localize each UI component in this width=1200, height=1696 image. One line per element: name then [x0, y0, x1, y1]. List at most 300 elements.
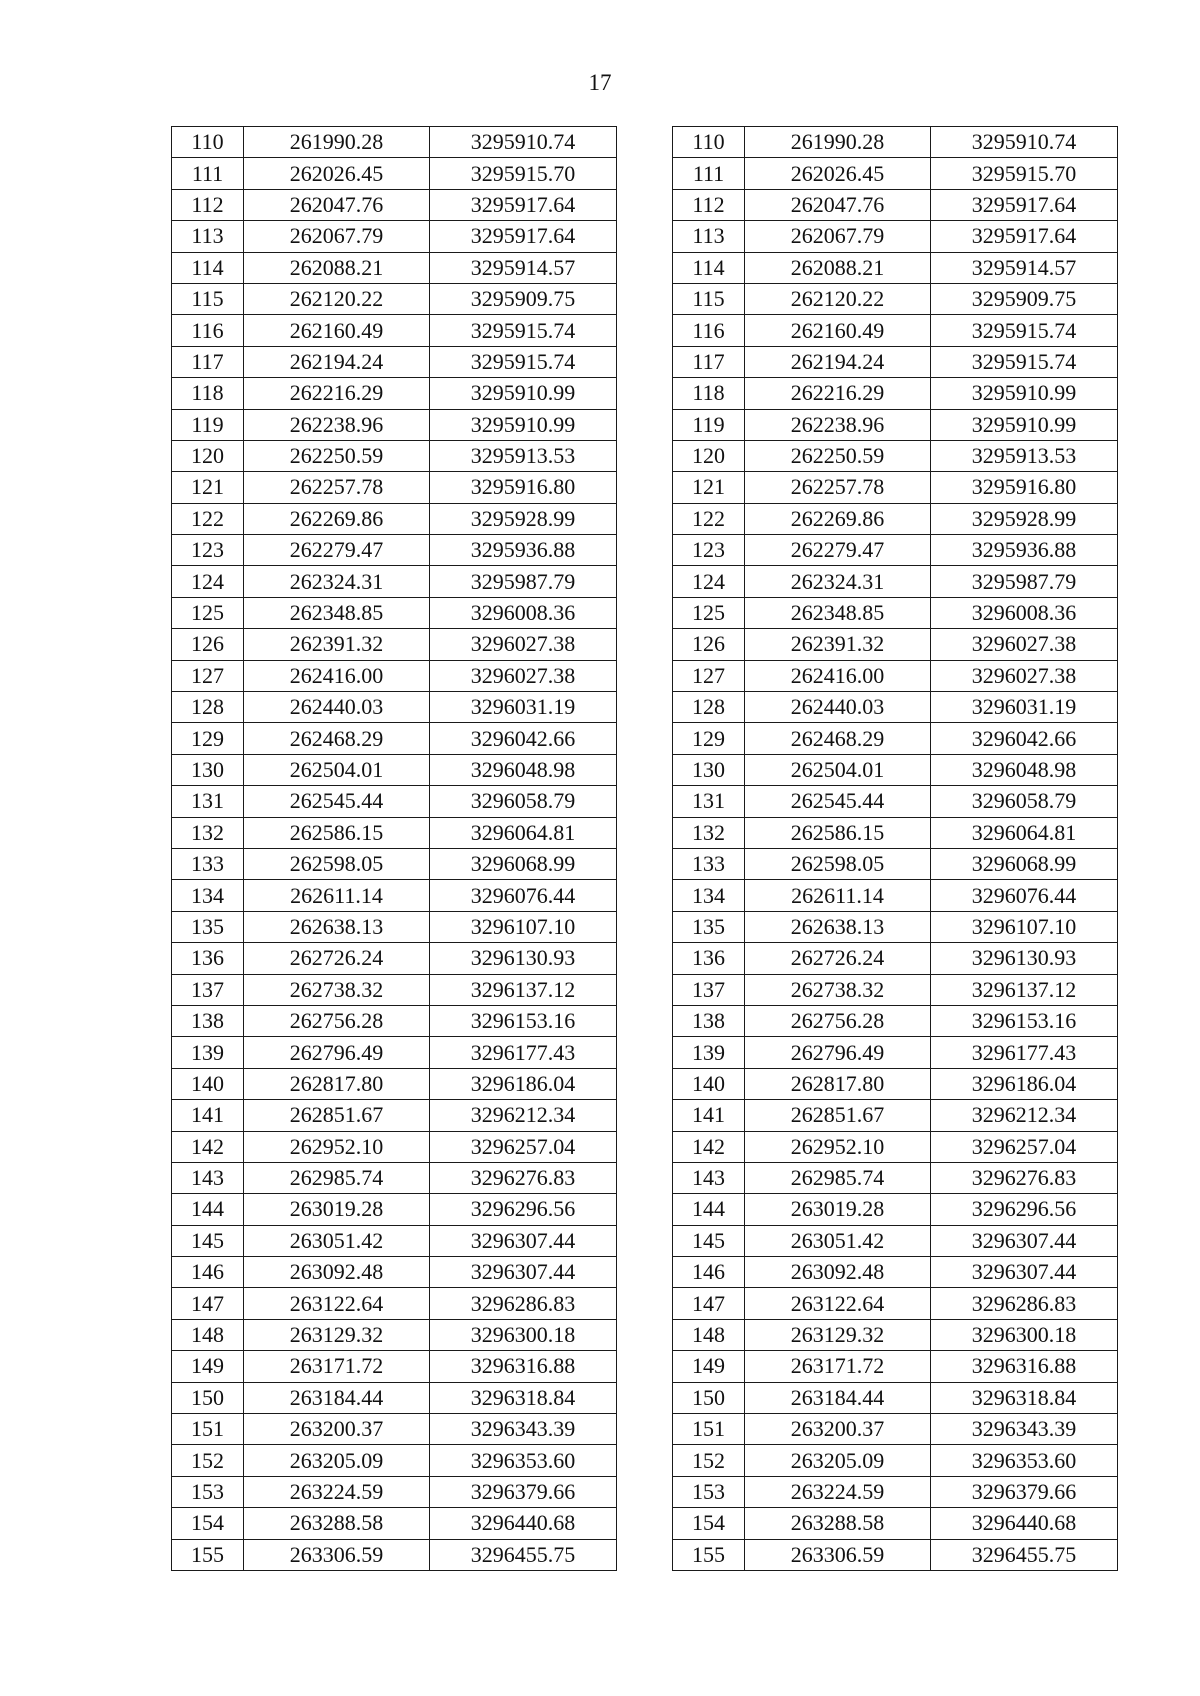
right-point-number-cell: 154 — [673, 1508, 745, 1539]
column-gap — [617, 1414, 673, 1445]
table-row — [172, 378, 1118, 409]
left-x-coordinate-cell: 262279.47 — [244, 535, 430, 566]
left-point-number-cell: 121 — [172, 472, 244, 503]
column-gap — [617, 1162, 673, 1193]
left-point-number-cell: 120 — [172, 440, 244, 471]
right-x-coordinate-cell: 262194.24 — [745, 346, 931, 377]
left-x-coordinate-cell: 262738.32 — [244, 974, 430, 1005]
table-row — [172, 189, 1118, 220]
left-point-number-cell: 116 — [172, 315, 244, 346]
left-point-number-cell: 137 — [172, 974, 244, 1005]
right-y-coordinate-cell: 3296316.88 — [931, 1351, 1118, 1382]
column-gap — [617, 1225, 673, 1256]
left-y-coordinate-cell: 3296276.83 — [430, 1162, 617, 1193]
table-row — [172, 597, 1118, 628]
column-gap — [617, 1100, 673, 1131]
left-point-number-cell: 153 — [172, 1476, 244, 1507]
right-y-coordinate-cell: 3296307.44 — [931, 1257, 1118, 1288]
left-y-coordinate-cell: 3296027.38 — [430, 660, 617, 691]
left-point-number-cell: 115 — [172, 283, 244, 314]
right-x-coordinate-cell: 262238.96 — [745, 409, 931, 440]
left-x-coordinate-cell: 263184.44 — [244, 1382, 430, 1413]
right-y-coordinate-cell: 3296042.66 — [931, 723, 1118, 754]
right-point-number-cell: 138 — [673, 1005, 745, 1036]
right-y-coordinate-cell: 3295916.80 — [931, 472, 1118, 503]
right-point-number-cell: 146 — [673, 1257, 745, 1288]
right-point-number-cell: 134 — [673, 880, 745, 911]
left-point-number-cell: 139 — [172, 1037, 244, 1068]
left-y-coordinate-cell: 3295987.79 — [430, 566, 617, 597]
left-y-coordinate-cell: 3296257.04 — [430, 1131, 617, 1162]
column-gap — [617, 1257, 673, 1288]
column-gap — [617, 283, 673, 314]
right-x-coordinate-cell: 262348.85 — [745, 597, 931, 628]
right-point-number-cell: 110 — [673, 127, 745, 158]
right-x-coordinate-cell: 262324.31 — [745, 566, 931, 597]
right-point-number-cell: 121 — [673, 472, 745, 503]
left-y-coordinate-cell: 3296027.38 — [430, 629, 617, 660]
left-x-coordinate-cell: 263224.59 — [244, 1476, 430, 1507]
left-y-coordinate-cell: 3296307.44 — [430, 1257, 617, 1288]
right-x-coordinate-cell: 262067.79 — [745, 221, 931, 252]
table-row — [172, 943, 1118, 974]
table-row — [172, 1068, 1118, 1099]
right-point-number-cell: 131 — [673, 786, 745, 817]
column-gap — [617, 754, 673, 785]
right-point-number-cell: 139 — [673, 1037, 745, 1068]
table-row — [172, 535, 1118, 566]
table-row — [172, 1100, 1118, 1131]
table-row — [172, 1445, 1118, 1476]
column-gap — [617, 221, 673, 252]
right-x-coordinate-cell: 262817.80 — [745, 1068, 931, 1099]
table-row — [172, 1162, 1118, 1193]
right-y-coordinate-cell: 3296177.43 — [931, 1037, 1118, 1068]
right-point-number-cell: 120 — [673, 440, 745, 471]
column-gap — [617, 440, 673, 471]
right-point-number-cell: 153 — [673, 1476, 745, 1507]
column-gap — [617, 1351, 673, 1382]
table-row — [172, 1037, 1118, 1068]
column-gap — [617, 472, 673, 503]
right-y-coordinate-cell: 3295910.99 — [931, 378, 1118, 409]
left-y-coordinate-cell: 3295936.88 — [430, 535, 617, 566]
left-x-coordinate-cell: 262120.22 — [244, 283, 430, 314]
table-row — [172, 660, 1118, 691]
right-x-coordinate-cell: 262120.22 — [745, 283, 931, 314]
right-point-number-cell: 132 — [673, 817, 745, 848]
left-x-coordinate-cell: 263019.28 — [244, 1194, 430, 1225]
table-row — [172, 1131, 1118, 1162]
left-y-coordinate-cell: 3296318.84 — [430, 1382, 617, 1413]
right-y-coordinate-cell: 3295987.79 — [931, 566, 1118, 597]
left-y-coordinate-cell: 3296153.16 — [430, 1005, 617, 1036]
right-point-number-cell: 136 — [673, 943, 745, 974]
column-gap — [617, 723, 673, 754]
right-y-coordinate-cell: 3296343.39 — [931, 1414, 1118, 1445]
left-point-number-cell: 131 — [172, 786, 244, 817]
right-y-coordinate-cell: 3296107.10 — [931, 911, 1118, 942]
left-point-number-cell: 127 — [172, 660, 244, 691]
table-row — [172, 1288, 1118, 1319]
right-point-number-cell: 143 — [673, 1162, 745, 1193]
column-gap — [617, 1288, 673, 1319]
left-x-coordinate-cell: 262611.14 — [244, 880, 430, 911]
left-x-coordinate-cell: 263051.42 — [244, 1225, 430, 1256]
right-x-coordinate-cell: 262160.49 — [745, 315, 931, 346]
left-point-number-cell: 125 — [172, 597, 244, 628]
table-row — [172, 1319, 1118, 1350]
table-row — [172, 1194, 1118, 1225]
column-gap — [617, 1539, 673, 1570]
right-point-number-cell: 125 — [673, 597, 745, 628]
left-x-coordinate-cell: 262047.76 — [244, 189, 430, 220]
right-y-coordinate-cell: 3296048.98 — [931, 754, 1118, 785]
right-point-number-cell: 151 — [673, 1414, 745, 1445]
table-row — [172, 503, 1118, 534]
right-y-coordinate-cell: 3296008.36 — [931, 597, 1118, 628]
right-x-coordinate-cell: 261990.28 — [745, 127, 931, 158]
left-x-coordinate-cell: 262504.01 — [244, 754, 430, 785]
right-x-coordinate-cell: 263205.09 — [745, 1445, 931, 1476]
table-row — [172, 692, 1118, 723]
right-x-coordinate-cell: 262851.67 — [745, 1100, 931, 1131]
right-y-coordinate-cell: 3296186.04 — [931, 1068, 1118, 1099]
left-point-number-cell: 126 — [172, 629, 244, 660]
right-x-coordinate-cell: 263122.64 — [745, 1288, 931, 1319]
right-y-coordinate-cell: 3296353.60 — [931, 1445, 1118, 1476]
right-y-coordinate-cell: 3295915.74 — [931, 315, 1118, 346]
right-y-coordinate-cell: 3296068.99 — [931, 848, 1118, 879]
left-x-coordinate-cell: 263092.48 — [244, 1257, 430, 1288]
left-x-coordinate-cell: 262269.86 — [244, 503, 430, 534]
left-x-coordinate-cell: 262194.24 — [244, 346, 430, 377]
right-x-coordinate-cell: 262952.10 — [745, 1131, 931, 1162]
right-x-coordinate-cell: 262586.15 — [745, 817, 931, 848]
column-gap — [617, 848, 673, 879]
right-y-coordinate-cell: 3296137.12 — [931, 974, 1118, 1005]
left-x-coordinate-cell: 262817.80 — [244, 1068, 430, 1099]
left-y-coordinate-cell: 3296440.68 — [430, 1508, 617, 1539]
right-x-coordinate-cell: 262416.00 — [745, 660, 931, 691]
right-x-coordinate-cell: 262088.21 — [745, 252, 931, 283]
left-x-coordinate-cell: 262985.74 — [244, 1162, 430, 1193]
right-point-number-cell: 112 — [673, 189, 745, 220]
column-gap — [617, 346, 673, 377]
right-x-coordinate-cell: 263200.37 — [745, 1414, 931, 1445]
left-y-coordinate-cell: 3295910.99 — [430, 378, 617, 409]
left-x-coordinate-cell: 262250.59 — [244, 440, 430, 471]
right-x-coordinate-cell: 263019.28 — [745, 1194, 931, 1225]
right-y-coordinate-cell: 3296031.19 — [931, 692, 1118, 723]
table-row — [172, 283, 1118, 314]
right-point-number-cell: 147 — [673, 1288, 745, 1319]
right-x-coordinate-cell: 263129.32 — [745, 1319, 931, 1350]
left-y-coordinate-cell: 3296212.34 — [430, 1100, 617, 1131]
right-x-coordinate-cell: 262796.49 — [745, 1037, 931, 1068]
table-row — [172, 1414, 1118, 1445]
left-y-coordinate-cell: 3296316.88 — [430, 1351, 617, 1382]
column-gap — [617, 974, 673, 1005]
left-x-coordinate-cell: 262796.49 — [244, 1037, 430, 1068]
right-y-coordinate-cell: 3295914.57 — [931, 252, 1118, 283]
left-point-number-cell: 114 — [172, 252, 244, 283]
right-point-number-cell: 150 — [673, 1382, 745, 1413]
table-row — [172, 221, 1118, 252]
left-y-coordinate-cell: 3296455.75 — [430, 1539, 617, 1570]
left-y-coordinate-cell: 3296343.39 — [430, 1414, 617, 1445]
left-point-number-cell: 113 — [172, 221, 244, 252]
right-point-number-cell: 149 — [673, 1351, 745, 1382]
right-x-coordinate-cell: 262468.29 — [745, 723, 931, 754]
right-point-number-cell: 119 — [673, 409, 745, 440]
right-point-number-cell: 144 — [673, 1194, 745, 1225]
left-y-coordinate-cell: 3295916.80 — [430, 472, 617, 503]
left-x-coordinate-cell: 262586.15 — [244, 817, 430, 848]
left-point-number-cell: 128 — [172, 692, 244, 723]
left-y-coordinate-cell: 3295917.64 — [430, 189, 617, 220]
left-x-coordinate-cell: 262468.29 — [244, 723, 430, 754]
left-x-coordinate-cell: 262160.49 — [244, 315, 430, 346]
right-y-coordinate-cell: 3296027.38 — [931, 660, 1118, 691]
right-y-coordinate-cell: 3296286.83 — [931, 1288, 1118, 1319]
right-y-coordinate-cell: 3296130.93 — [931, 943, 1118, 974]
column-gap — [617, 943, 673, 974]
right-point-number-cell: 122 — [673, 503, 745, 534]
table-row — [172, 754, 1118, 785]
left-x-coordinate-cell: 262391.32 — [244, 629, 430, 660]
left-y-coordinate-cell: 3296300.18 — [430, 1319, 617, 1350]
left-y-coordinate-cell: 3296353.60 — [430, 1445, 617, 1476]
column-gap — [617, 127, 673, 158]
left-x-coordinate-cell: 262952.10 — [244, 1131, 430, 1162]
left-x-coordinate-cell: 262638.13 — [244, 911, 430, 942]
right-point-number-cell: 142 — [673, 1131, 745, 1162]
left-x-coordinate-cell: 262216.29 — [244, 378, 430, 409]
right-point-number-cell: 135 — [673, 911, 745, 942]
right-point-number-cell: 114 — [673, 252, 745, 283]
table-row — [172, 315, 1118, 346]
left-y-coordinate-cell: 3296068.99 — [430, 848, 617, 879]
left-x-coordinate-cell: 261990.28 — [244, 127, 430, 158]
right-y-coordinate-cell: 3296300.18 — [931, 1319, 1118, 1350]
table-row — [172, 1539, 1118, 1570]
left-point-number-cell: 144 — [172, 1194, 244, 1225]
table-row — [172, 1476, 1118, 1507]
right-x-coordinate-cell: 263306.59 — [745, 1539, 931, 1570]
right-point-number-cell: 130 — [673, 754, 745, 785]
right-y-coordinate-cell: 3296440.68 — [931, 1508, 1118, 1539]
left-x-coordinate-cell: 263122.64 — [244, 1288, 430, 1319]
left-point-number-cell: 143 — [172, 1162, 244, 1193]
column-gap — [617, 189, 673, 220]
left-y-coordinate-cell: 3296137.12 — [430, 974, 617, 1005]
column-gap — [617, 252, 673, 283]
right-point-number-cell: 126 — [673, 629, 745, 660]
left-y-coordinate-cell: 3296286.83 — [430, 1288, 617, 1319]
right-point-number-cell: 116 — [673, 315, 745, 346]
column-gap — [617, 692, 673, 723]
left-y-coordinate-cell: 3295915.70 — [430, 158, 617, 189]
left-point-number-cell: 149 — [172, 1351, 244, 1382]
left-y-coordinate-cell: 3296307.44 — [430, 1225, 617, 1256]
column-gap — [617, 597, 673, 628]
table-row — [172, 911, 1118, 942]
right-point-number-cell: 137 — [673, 974, 745, 1005]
column-gap — [617, 1508, 673, 1539]
table-row — [172, 817, 1118, 848]
table-row — [172, 1382, 1118, 1413]
right-point-number-cell: 129 — [673, 723, 745, 754]
left-x-coordinate-cell: 262238.96 — [244, 409, 430, 440]
right-point-number-cell: 128 — [673, 692, 745, 723]
right-x-coordinate-cell: 262391.32 — [745, 629, 931, 660]
right-y-coordinate-cell: 3296307.44 — [931, 1225, 1118, 1256]
table-row — [172, 158, 1118, 189]
table-row — [172, 848, 1118, 879]
left-x-coordinate-cell: 262726.24 — [244, 943, 430, 974]
right-y-coordinate-cell: 3296318.84 — [931, 1382, 1118, 1413]
right-point-number-cell: 118 — [673, 378, 745, 409]
left-x-coordinate-cell: 262067.79 — [244, 221, 430, 252]
left-point-number-cell: 119 — [172, 409, 244, 440]
left-point-number-cell: 155 — [172, 1539, 244, 1570]
left-x-coordinate-cell: 263200.37 — [244, 1414, 430, 1445]
left-y-coordinate-cell: 3295915.74 — [430, 346, 617, 377]
right-y-coordinate-cell: 3296058.79 — [931, 786, 1118, 817]
right-x-coordinate-cell: 262738.32 — [745, 974, 931, 1005]
left-x-coordinate-cell: 263205.09 — [244, 1445, 430, 1476]
table-row — [172, 409, 1118, 440]
right-y-coordinate-cell: 3296153.16 — [931, 1005, 1118, 1036]
right-x-coordinate-cell: 262756.28 — [745, 1005, 931, 1036]
right-y-coordinate-cell: 3296455.75 — [931, 1539, 1118, 1570]
right-x-coordinate-cell: 262026.45 — [745, 158, 931, 189]
right-y-coordinate-cell: 3296076.44 — [931, 880, 1118, 911]
right-y-coordinate-cell: 3295915.74 — [931, 346, 1118, 377]
column-gap — [617, 158, 673, 189]
right-point-number-cell: 140 — [673, 1068, 745, 1099]
left-x-coordinate-cell: 262026.45 — [244, 158, 430, 189]
right-x-coordinate-cell: 262250.59 — [745, 440, 931, 471]
right-point-number-cell: 117 — [673, 346, 745, 377]
left-point-number-cell: 141 — [172, 1100, 244, 1131]
left-point-number-cell: 135 — [172, 911, 244, 942]
left-point-number-cell: 136 — [172, 943, 244, 974]
left-point-number-cell: 147 — [172, 1288, 244, 1319]
table-row — [172, 786, 1118, 817]
left-x-coordinate-cell: 263129.32 — [244, 1319, 430, 1350]
right-x-coordinate-cell: 263184.44 — [745, 1382, 931, 1413]
left-x-coordinate-cell: 262416.00 — [244, 660, 430, 691]
column-gap — [617, 911, 673, 942]
left-point-number-cell: 140 — [172, 1068, 244, 1099]
right-x-coordinate-cell: 262269.86 — [745, 503, 931, 534]
right-x-coordinate-cell: 262611.14 — [745, 880, 931, 911]
left-y-coordinate-cell: 3295915.74 — [430, 315, 617, 346]
column-gap — [617, 535, 673, 566]
right-x-coordinate-cell: 262726.24 — [745, 943, 931, 974]
column-gap — [617, 409, 673, 440]
right-x-coordinate-cell: 262985.74 — [745, 1162, 931, 1193]
left-y-coordinate-cell: 3296076.44 — [430, 880, 617, 911]
left-y-coordinate-cell: 3296130.93 — [430, 943, 617, 974]
left-x-coordinate-cell: 263171.72 — [244, 1351, 430, 1382]
left-point-number-cell: 150 — [172, 1382, 244, 1413]
left-y-coordinate-cell: 3296031.19 — [430, 692, 617, 723]
right-point-number-cell: 111 — [673, 158, 745, 189]
right-y-coordinate-cell: 3295910.74 — [931, 127, 1118, 158]
table-row — [172, 1225, 1118, 1256]
left-point-number-cell: 112 — [172, 189, 244, 220]
table-row — [172, 346, 1118, 377]
right-y-coordinate-cell: 3296064.81 — [931, 817, 1118, 848]
right-y-coordinate-cell: 3296257.04 — [931, 1131, 1118, 1162]
right-y-coordinate-cell: 3295909.75 — [931, 283, 1118, 314]
table-row — [172, 1508, 1118, 1539]
right-point-number-cell: 152 — [673, 1445, 745, 1476]
right-x-coordinate-cell: 262257.78 — [745, 472, 931, 503]
column-gap — [617, 1194, 673, 1225]
left-x-coordinate-cell: 262257.78 — [244, 472, 430, 503]
column-gap — [617, 1037, 673, 1068]
left-point-number-cell: 133 — [172, 848, 244, 879]
right-point-number-cell: 145 — [673, 1225, 745, 1256]
table-row — [172, 974, 1118, 1005]
column-gap — [617, 566, 673, 597]
left-y-coordinate-cell: 3296058.79 — [430, 786, 617, 817]
left-x-coordinate-cell: 262851.67 — [244, 1100, 430, 1131]
right-y-coordinate-cell: 3295915.70 — [931, 158, 1118, 189]
left-y-coordinate-cell: 3296064.81 — [430, 817, 617, 848]
column-gap — [617, 660, 673, 691]
column-gap — [617, 629, 673, 660]
left-point-number-cell: 148 — [172, 1319, 244, 1350]
left-x-coordinate-cell: 262440.03 — [244, 692, 430, 723]
left-y-coordinate-cell: 3296177.43 — [430, 1037, 617, 1068]
left-y-coordinate-cell: 3295910.74 — [430, 127, 617, 158]
table-row — [172, 1257, 1118, 1288]
left-y-coordinate-cell: 3295914.57 — [430, 252, 617, 283]
left-y-coordinate-cell: 3296042.66 — [430, 723, 617, 754]
left-x-coordinate-cell: 262545.44 — [244, 786, 430, 817]
right-y-coordinate-cell: 3295910.99 — [931, 409, 1118, 440]
right-point-number-cell: 115 — [673, 283, 745, 314]
left-y-coordinate-cell: 3295917.64 — [430, 221, 617, 252]
left-x-coordinate-cell: 263288.58 — [244, 1508, 430, 1539]
column-gap — [617, 786, 673, 817]
left-y-coordinate-cell: 3295913.53 — [430, 440, 617, 471]
left-point-number-cell: 111 — [172, 158, 244, 189]
left-point-number-cell: 117 — [172, 346, 244, 377]
right-y-coordinate-cell: 3296276.83 — [931, 1162, 1118, 1193]
left-point-number-cell: 142 — [172, 1131, 244, 1162]
left-point-number-cell: 146 — [172, 1257, 244, 1288]
left-point-number-cell: 123 — [172, 535, 244, 566]
left-x-coordinate-cell: 262756.28 — [244, 1005, 430, 1036]
right-x-coordinate-cell: 263224.59 — [745, 1476, 931, 1507]
right-y-coordinate-cell: 3295917.64 — [931, 189, 1118, 220]
right-point-number-cell: 124 — [673, 566, 745, 597]
coordinates-table-body — [172, 127, 1118, 1571]
right-y-coordinate-cell: 3296212.34 — [931, 1100, 1118, 1131]
left-point-number-cell: 118 — [172, 378, 244, 409]
coordinates-table — [171, 126, 1118, 1571]
left-y-coordinate-cell: 3296186.04 — [430, 1068, 617, 1099]
left-point-number-cell: 132 — [172, 817, 244, 848]
column-gap — [617, 1131, 673, 1162]
left-y-coordinate-cell: 3296107.10 — [430, 911, 617, 942]
